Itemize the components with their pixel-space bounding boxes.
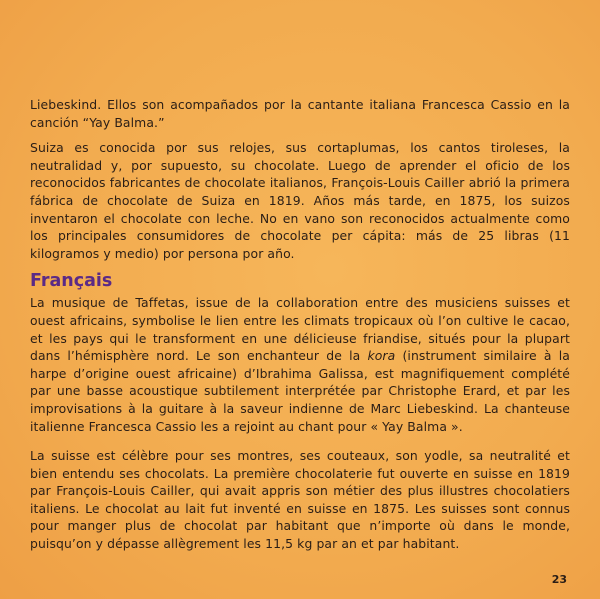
french-paragraph-1-text-a: La musique de Taffetas, issue de la collaboration entre des musiciens suisses et ouest africains, symbolise le lien entre les climats tropicaux où l’on cultive le cacao, et les pays qui le transforment en une délicieuse friandise, situés pour la plupart dans l’hémisphère nord. Le son enchanteur de la [30,295,570,364]
french-paragraph-2: La suisse est célèbre pour ses montres, ses couteaux, son yodle, sa neutralité et bien entendu ses chocolats. La première chocolaterie fut ouverte en suisse en 1819 par François-Louis Cailler, qui avait appris son métier des plus illustres chocolatiers italiens. Le chocolat au lait fut inventé en suisse en 1875. Les suisses sont connus pour manger plus de chocolat par habitant que n’importe où dans le monde, puisqu’on y dépasse allègrement les 11,5 kg par an et par habitant. [30,448,570,552]
french-paragraph-1-text-b: (instrument similaire à la harpe d’origine ouest africaine) d’Ibrahima Galissa, est magnifiquement complété par une basse acoustique subtilement interprétée par Christophe Erard, et par les improvisations à la guitare à la saveur indienne de Marc Liebeskind. La chanteuse italienne Francesca Cassio les a rejoint au chant pour « Yay Balma ». [30,348,570,434]
french-paragraph-1-italic: kora [367,348,396,364]
spanish-paragraph-1: Liebeskind. Ellos son acompañados por la cantante italiana Francesca Cassio en la canción “Yay Balma.” [30,97,570,130]
spanish-paragraph-2: Suiza es conocida por sus relojes, sus cortaplumas, los cantos tiroleses, la neutralidad y, por supuesto, su chocolate. Luego de aprender el oficio de los reconocidos fabricantes de chocolate italianos, François-Louis Cailler abrió la primera fábrica de chocolate de Suiza en 1819. Años más tarde, en 1875, los suizos inventaron el chocolate con leche. No en vano son reconocidos actualmente como los principales consumidores de chocolate per cápita: más de 25 libras (11 kilogramos y medio) por persona por año. [30,140,570,261]
french-paragraph-1 [30,294,570,435]
page-content [30,96,570,565]
page-number: 23 [551,573,567,586]
section-heading-french: Français [30,271,113,292]
